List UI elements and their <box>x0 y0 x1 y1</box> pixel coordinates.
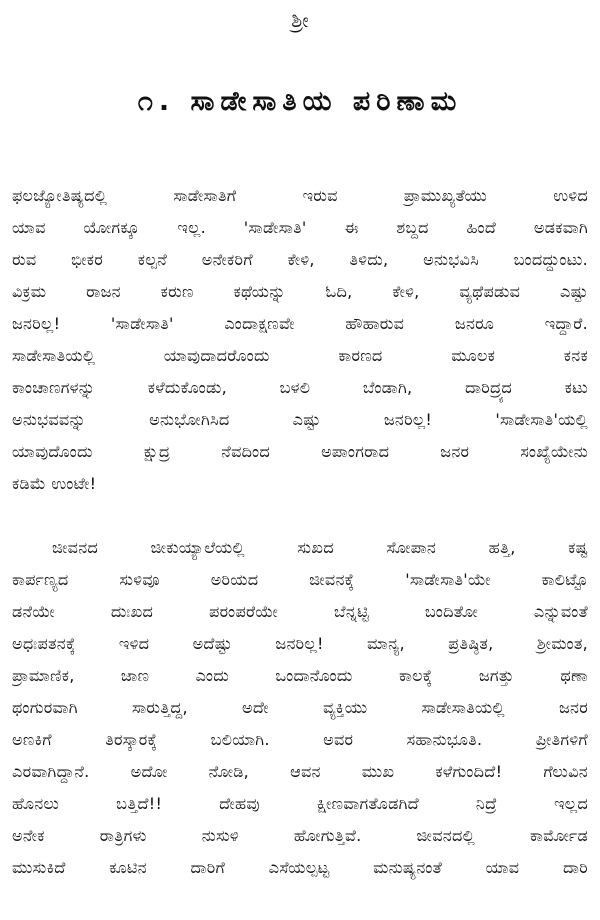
text-line: ಕಡಿಮೆ ಉಂಟೇ! <box>12 474 97 493</box>
text-line: ಹೊನಲು ಬತ್ತಿದೆ!! ದೇಹವು ಕ್ಷೀಣವಾಗತೊಡಗಿದೆ ನಿದ್ರೆ ಇಲ್ಲದ <box>12 794 588 813</box>
text-line: ಅನುಭವವನ್ನು ಅನುಭೋಗಿಸಿದ ಎಷ್ಟು ಜನರಿಲ್ಲ! 'ಸಾಡೇಸಾತಿ'ಯಲ್ಲಿ <box>12 410 588 429</box>
text-line: ಜನರಿಲ್ಲ! 'ಸಾಡೇಸಾತಿ' ಎಂದಾಕ್ಷಣವೇ ಹೌಹಾರುವ ಜನರೂ ಇದ್ದಾರೆ. <box>12 314 588 333</box>
text-line: ಕಾರ್ಪಣ್ಯದ ಸುಳಿವೂ ಅರಿಯದ ಜೀವನಕ್ಕೆ 'ಸಾಡೇಸಾತಿ'ಯೇ ಕಾಲಿಟ್ಟೊ <box>12 570 588 589</box>
text-line: ಡನೆಯೇ ದುಃಖದ ಪರಂಪರೆಯೇ ಬೆನ್ನಟ್ಟಿ ಬಂದಿತೋ ಎನ್ನುವಂತೆ <box>12 602 588 621</box>
text-line: ಯಾವುದೊಂದು ಕ್ಷುದ್ರ ನೆವದಿಂದ ಅಪಾಂಗರಾದ ಜನರ ಸಂಖ್ಯೆಯೇನು <box>12 442 588 461</box>
chapter-title: ೧. ಸಾಡೇಸಾತಿಯ ಪರಿಣಾಮ <box>137 86 463 117</box>
text-line: ಮುಸುಕಿದೆ ಕೂಟಿನ ದಾರಿಗೆ ಎಸೆಯಲ್ಪಟ್ಟ ಮನುಷ್ಯನಂತೆ ಯಾವ ದಾರಿ <box>12 858 588 877</box>
paragraph-2 <box>12 532 588 884</box>
text-line: ಯಾವ ಯೋಗಕ್ಕೂ ಇಲ್ಲ. 'ಸಾಡೇಸಾತಿ' ಈ ಶಬ್ದದ ಹಿಂದೆ ಅಡಕವಾಗಿ <box>12 218 588 237</box>
text-line: ಅನೇಕ ರಾತ್ರಿಗಳು ನುಸುಳಿ ಹೋಗುತ್ತಿವೆ. ಜೀವನದಲ್ಲಿ ಕಾರ್ಮೋಡ <box>12 826 588 845</box>
text-line: ರುವ ಭೀಕರ ಕಲ್ಪನೆ ಅನೇಕರಿಗೆ ಕೇಳಿ, ತಿಳಿದು, ಅನುಭವಿಸಿ ಬಂದದ್ದುಂಟು. <box>12 250 588 269</box>
text-line: ಸಾಡೇಸಾತಿಯಲ್ಲಿ ಯಾವುದಾದರೊಂದು ಕಾರಣದ ಮೂಲಕ ಕನಕ <box>12 346 588 365</box>
text-line: ಕಾಂಚಾಣಗಳನ್ನು ಕಳೆದುಕೊಂಡು, ಬಳಲಿ ಬೆಂಡಾಗಿ, ದಾರಿದ್ರ್ಯದ ಕಟು <box>12 378 588 397</box>
text-line: ಅಣಕಿಗೆ ತಿರಸ್ಕಾರಕ್ಕೆ ಬಲಿಯಾಗಿ. ಅವರ ಸಹಾನುಭೂತಿ. ಪ್ರೀತಿಗಳಿಗೆ <box>12 730 588 749</box>
text-line: ವಿಕ್ರಮ ರಾಜನ ಕರುಣ ಕಥೆಯನ್ನು ಓದಿ, ಕೇಳಿ, ವ್ಯಥೆಪಡುವ ಎಷ್ಟು <box>12 282 588 301</box>
text-line: ಥಂಗುರವಾಗಿ ಸಾರುತ್ತಿದ್ದ, ಅದೇ ವ್ಯಕ್ತಿಯು ಸಾಡೇಸಾತಿಯಲ್ಲಿ ಜನರ <box>12 698 588 717</box>
text-line: ಎರವಾಗಿದ್ದಾನೆ. ಅದೋ ನೋಡಿ, ಆವನ ಮುಖ ಕಳೆಗುಂದಿದೆ! ಗೆಲುವಿನ <box>12 762 588 781</box>
text-line: ಅಧಃಪತನಕ್ಕೆ ಇಳಿದ ಅದೆಷ್ಟು ಜನರಿಲ್ಲ! ಮಾನ್ಯ, ಪ್ರತಿಷ್ಠಿತ, ಶ್ರೀಮಂತ, <box>12 634 588 653</box>
text-line: ಪ್ರಾಮಾಣಿಕ, ಜಾಣ ಎಂದು ಒಂದಾನೊಂದು ಕಾಲಕ್ಕೆ ಜಗತ್ತು ಥಣಾ <box>12 666 588 685</box>
text-line: ಜೀವನದ ಜೀಕುಯ್ಯಾಲೆಯಲ್ಲಿ ಸುಖದ ಸೋಪಾನ ಹತ್ತಿ, ಕಷ್ಟ <box>52 538 588 557</box>
paragraph-1 <box>12 180 588 500</box>
invocation-mark: ಶ್ರೀ <box>291 8 309 32</box>
text-line: ಫಲಜ್ಯೋತಿಷ್ಯದಲ್ಲಿ ಸಾಡೇಸಾತಿಗೆ ಇರುವ ಪ್ರಾಮುಖ್ಯತೆಯು ಉಳಿದ <box>12 186 588 205</box>
